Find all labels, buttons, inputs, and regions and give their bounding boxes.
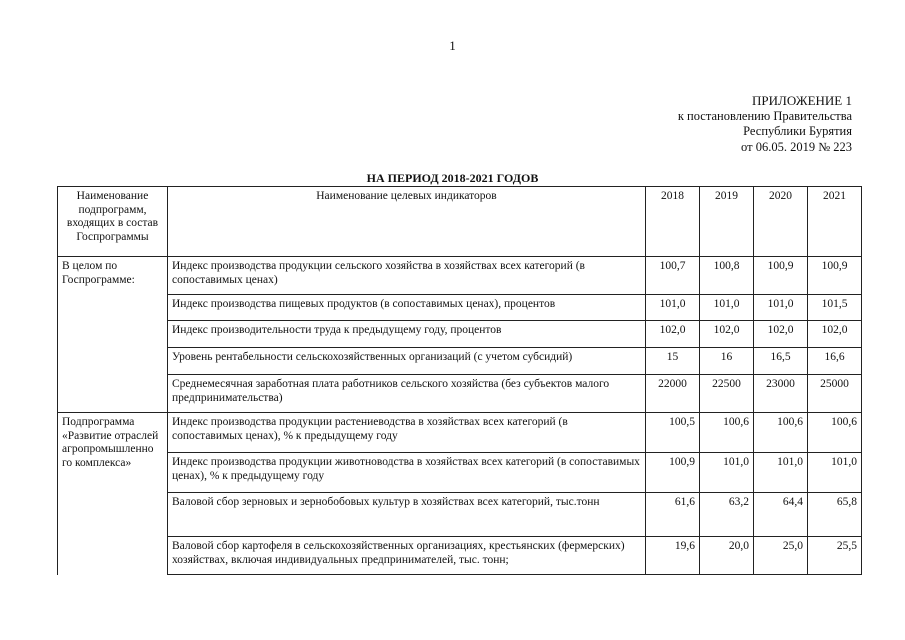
- value-cell: 100,7: [646, 257, 700, 295]
- value-cell: 101,0: [808, 453, 862, 493]
- header-year: 2020: [754, 187, 808, 257]
- value-cell: 100,6: [808, 413, 862, 453]
- group-overall: [58, 257, 862, 413]
- header-year: 2019: [700, 187, 754, 257]
- value-cell: 102,0: [808, 321, 862, 348]
- table-row: [58, 295, 862, 321]
- value-cell: 22000: [646, 375, 700, 413]
- appendix-block: [678, 93, 852, 155]
- value-cell: 102,0: [754, 321, 808, 348]
- value-cell: 23000: [754, 375, 808, 413]
- value-cell: 100,6: [700, 413, 754, 453]
- value-cell: 101,0: [646, 295, 700, 321]
- table-row: [58, 537, 862, 575]
- page-number: 1: [449, 38, 456, 53]
- appendix-line: Республики Бурятия: [743, 124, 852, 138]
- table-row: [58, 493, 862, 537]
- value-cell: 100,6: [754, 413, 808, 453]
- value-cell: 61,6: [646, 493, 700, 537]
- value-cell: 16,6: [808, 348, 862, 375]
- period-heading: НА ПЕРИОД 2018-2021 ГОДОВ: [366, 171, 539, 185]
- value-cell: 100,9: [754, 257, 808, 295]
- value-cell: 100,9: [646, 453, 700, 493]
- value-cell: 20,0: [700, 537, 754, 575]
- value-cell: 16,5: [754, 348, 808, 375]
- value-cell: 101,0: [754, 295, 808, 321]
- table-row: [58, 321, 862, 348]
- value-cell: 102,0: [700, 321, 754, 348]
- table-row: [58, 375, 862, 413]
- value-cell: 100,5: [646, 413, 700, 453]
- indicator-cell: Среднемесячная заработная плата работников сельского хозяйства (без субъектов малого предпринимательства): [168, 375, 646, 413]
- subprogram-cell: В целом по Госпрограмме:: [58, 257, 168, 413]
- indicator-cell: Индекс производства продукции животноводства в хозяйствах всех категорий (в сопоставимых ценах), % к предыдущему году: [168, 453, 646, 493]
- table-row: [58, 257, 862, 295]
- value-cell: 100,9: [808, 257, 862, 295]
- indicator-cell: Валовой сбор зерновых и зернобобовых культур в хозяйствах всех категорий, тыс.тонн: [168, 493, 646, 537]
- value-cell: 64,4: [754, 493, 808, 537]
- value-cell: 25000: [808, 375, 862, 413]
- appendix-line: к постановлению Правительства: [677, 108, 852, 123]
- indicator-cell: Индекс производства продукции сельского хозяйства в хозяйствах всех категорий (в сопоставимых ценах): [168, 257, 646, 295]
- header-subprogram: Наименование подпрограмм, входящих в состав Госпрограммы: [58, 187, 168, 257]
- table-row: [58, 348, 862, 375]
- appendix-title: ПРИЛОЖЕНИЕ 1: [752, 93, 852, 108]
- indicator-cell: Уровень рентабельности сельскохозяйственных организаций (с учетом субсидий): [168, 348, 646, 375]
- header-indicator: Наименование целевых индикаторов: [168, 187, 646, 257]
- value-cell: 25,5: [808, 537, 862, 575]
- appendix-date-line: от 06.05. 2019 № 223: [741, 139, 852, 154]
- value-cell: 101,0: [754, 453, 808, 493]
- value-cell: 22500: [700, 375, 754, 413]
- value-cell: 102,0: [646, 321, 700, 348]
- indicator-cell: Индекс производства пищевых продуктов (в сопоставимых ценах), процентов: [168, 295, 646, 321]
- value-cell: 19,6: [646, 537, 700, 575]
- value-cell: 16: [700, 348, 754, 375]
- group-agro-subprogram: [58, 413, 862, 575]
- value-cell: 101,0: [700, 295, 754, 321]
- table-row: [58, 413, 862, 453]
- value-cell: 25,0: [754, 537, 808, 575]
- value-cell: 65,8: [808, 493, 862, 537]
- value-cell: 101,5: [808, 295, 862, 321]
- value-cell: 100,8: [700, 257, 754, 295]
- value-cell: 101,0: [700, 453, 754, 493]
- header-year: 2021: [808, 187, 862, 257]
- indicator-cell: Валовой сбор картофеля в сельскохозяйственных организациях, крестьянских (фермерских) хозяйствах, включая индивидуальных предпринимателей, тыс. тонн;: [168, 537, 646, 575]
- indicators-table: [57, 186, 862, 575]
- indicator-cell: Индекс производительности труда к предыдущему году, процентов: [168, 321, 646, 348]
- header-year: 2018: [646, 187, 700, 257]
- table-row: [58, 453, 862, 493]
- table-header-row: [58, 187, 862, 257]
- value-cell: 63,2: [700, 493, 754, 537]
- subprogram-cell: Подпрограмма «Развитие отраслей агропромышленно го комплекса»: [58, 413, 168, 575]
- indicator-cell: Индекс производства продукции растениеводства в хозяйствах всех категорий (в сопоставимых ценах), % к предыдущему году: [168, 413, 646, 453]
- value-cell: 15: [646, 348, 700, 375]
